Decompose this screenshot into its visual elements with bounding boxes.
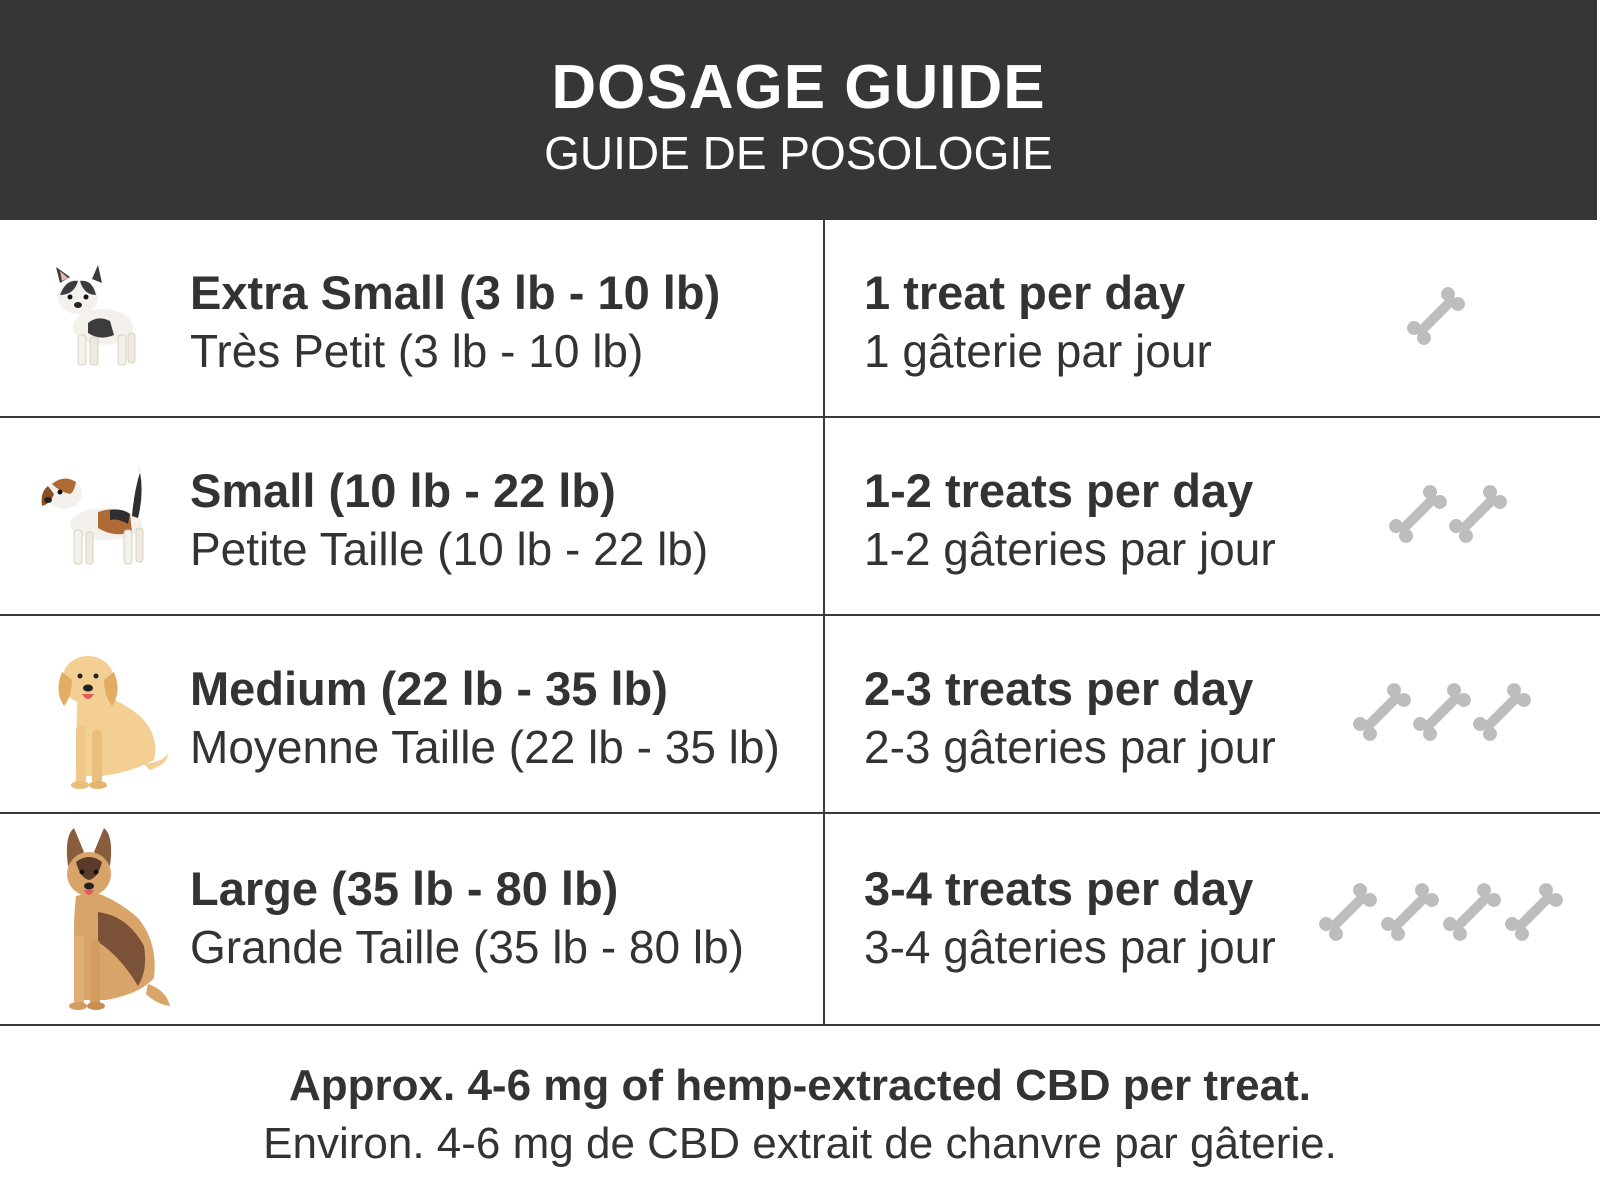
size-cell (190, 264, 820, 380)
bone-count-indicator (1400, 280, 1480, 360)
dose-cell (864, 264, 1314, 380)
dosage-row-small (0, 418, 1600, 616)
dosage-table (0, 220, 1600, 1028)
golden-retriever-icon (48, 646, 173, 791)
dose-label-en: 1-2 treats per day (864, 464, 1254, 517)
dose-label-fr: 1 gâterie par jour (864, 325, 1212, 377)
bone-icon (1442, 478, 1514, 550)
german-shepherd-icon (54, 826, 174, 1011)
column-divider (823, 418, 825, 614)
french-bulldog-icon (48, 265, 143, 370)
bone-count-indicator (1312, 876, 1572, 956)
dose-label-en: 3-4 treats per day (864, 862, 1254, 915)
dose-cell (864, 462, 1314, 578)
size-cell (190, 660, 820, 776)
dose-label-fr: 3-4 gâteries par jour (864, 921, 1276, 973)
dose-label-en: 2-3 treats per day (864, 662, 1254, 715)
dosage-row-extra-small (0, 220, 1600, 418)
footer-note-fr: Environ. 4-6 mg de CBD extrait de chanvre par gâterie. (263, 1119, 1337, 1168)
bone-icon (1498, 876, 1570, 948)
dose-label-en: 1 treat per day (864, 266, 1186, 319)
size-cell (190, 462, 820, 578)
column-divider (823, 220, 825, 416)
beagle-icon (38, 466, 158, 571)
footer-note (0, 1028, 1600, 1196)
bone-count-indicator (1346, 676, 1546, 756)
page-subtitle: GUIDE DE POSOLOGIE (544, 127, 1053, 179)
size-label-fr: Petite Taille (10 lb - 22 lb) (190, 523, 709, 575)
bone-icon (1466, 676, 1538, 748)
header-banner (0, 0, 1597, 220)
size-cell (190, 860, 820, 976)
size-label-en: Small (10 lb - 22 lb) (190, 464, 616, 517)
dose-label-fr: 2-3 gâteries par jour (864, 721, 1276, 773)
dose-cell (864, 660, 1314, 776)
column-divider (823, 814, 825, 1024)
dosage-row-large (0, 814, 1600, 1026)
dose-cell (864, 860, 1314, 976)
size-label-fr: Très Petit (3 lb - 10 lb) (190, 325, 644, 377)
dosage-row-medium (0, 616, 1600, 814)
size-label-fr: Moyenne Taille (22 lb - 35 lb) (190, 721, 780, 773)
size-label-en: Medium (22 lb - 35 lb) (190, 662, 668, 715)
column-divider (823, 616, 825, 812)
bone-icon (1400, 280, 1472, 352)
bone-count-indicator (1382, 478, 1522, 558)
size-label-en: Extra Small (3 lb - 10 lb) (190, 266, 721, 319)
footer-note-en: Approx. 4-6 mg of hemp-extracted CBD per treat. (289, 1061, 1311, 1110)
page-title: DOSAGE GUIDE (551, 53, 1046, 122)
size-label-en: Large (35 lb - 80 lb) (190, 862, 619, 915)
dose-label-fr: 1-2 gâteries par jour (864, 523, 1276, 575)
size-label-fr: Grande Taille (35 lb - 80 lb) (190, 921, 744, 973)
